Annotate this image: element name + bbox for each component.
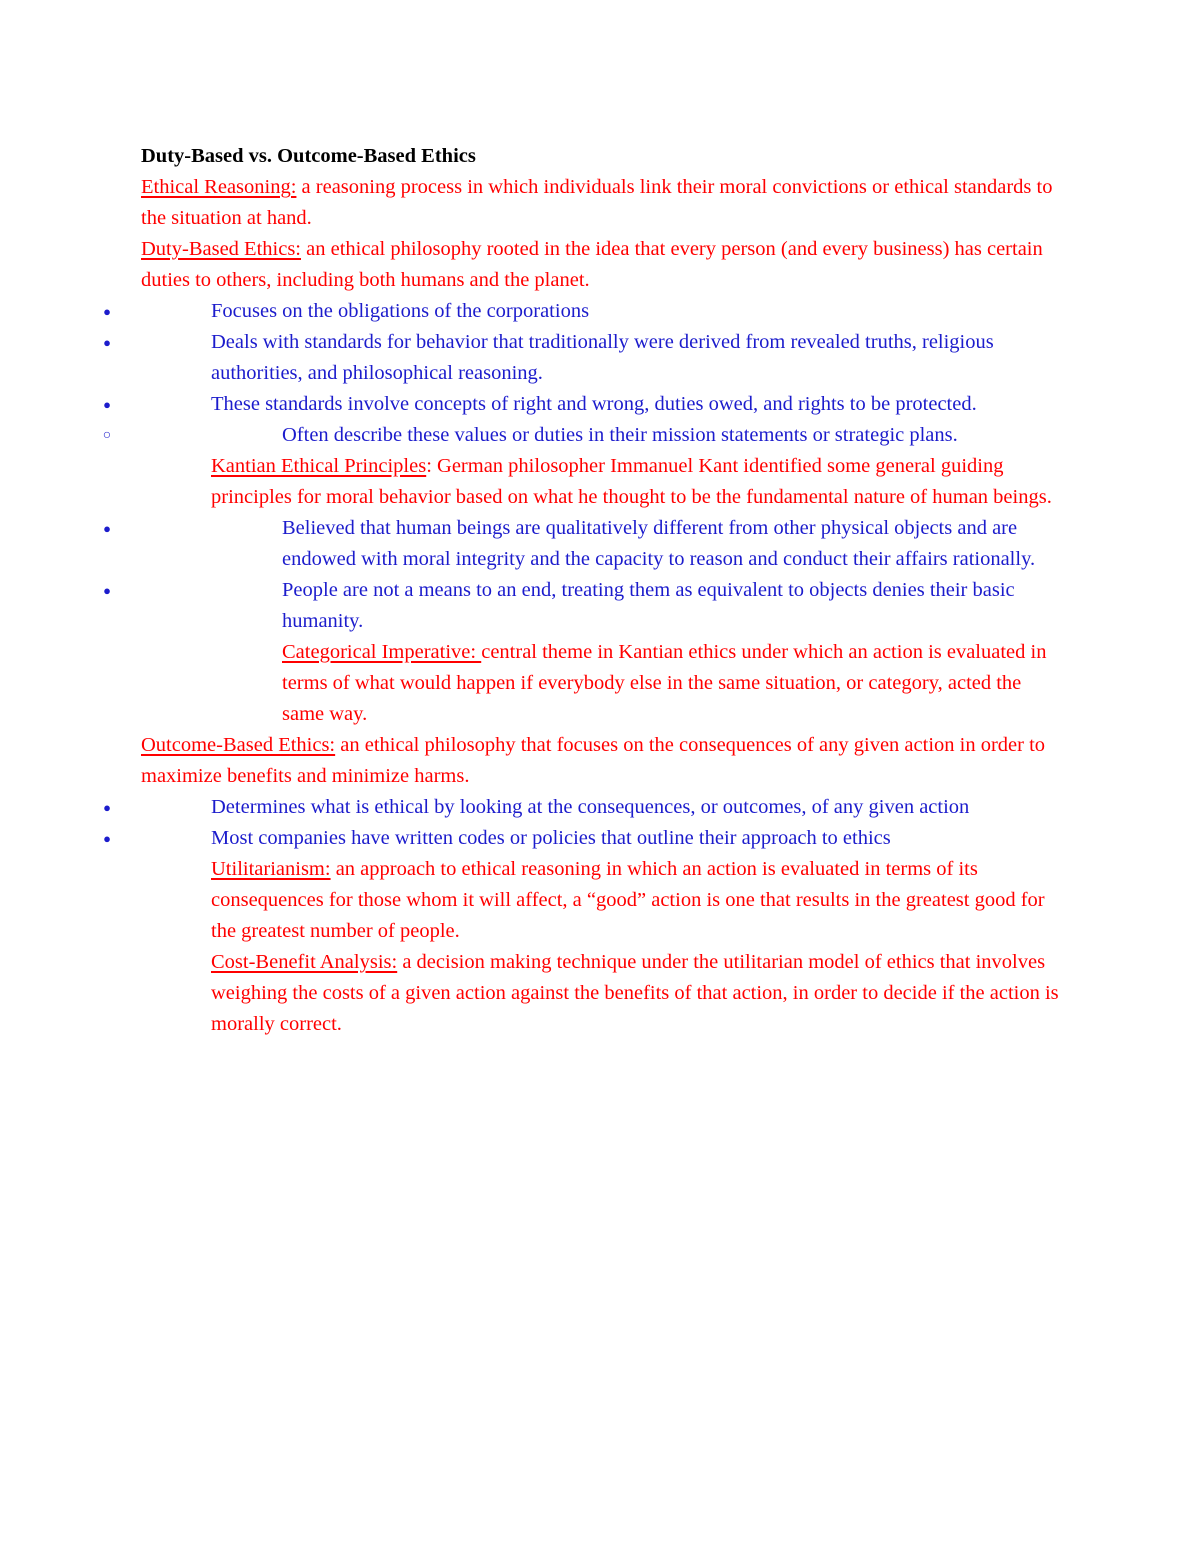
ethical-reasoning-definition [141,172,1066,234]
categorical-imperative-definition [141,637,1066,730]
categorical-text: central theme in Kantian ethics under which an action is evaluated in terms of what would happen if everybody else in the same situation, or category, acted the same way. [282,641,1047,725]
duty-based-definition [141,234,1066,296]
bullet-disc-icon: ● [103,335,111,350]
bullet-disc-icon: ● [103,304,111,319]
duty-sub-bullet: Often describe these values or duties in their mission statements or strategic plans. [282,424,958,446]
outcome-based-text: an ethical philosophy that focuses on the consequences of any given action in order to maximize benefits and minimize harms. [141,734,1046,787]
bullet-circle-icon: ○ [102,428,112,443]
ethical-reasoning-text: a reasoning process in which individuals link their moral convictions or ethical standards to the situation at hand. [141,176,1053,229]
outcome-based-definition [141,730,1066,792]
cost-benefit-definition [141,947,1066,1040]
kantian-text: : German philosopher Immanuel Kant identified some general guiding principles for moral behavior based on what he thought to be the fundamental nature of human beings. [211,455,1052,508]
ethical-reasoning-term: Ethical Reasoning: [141,176,297,198]
duty-based-term: Duty-Based Ethics: [141,238,301,260]
duty-based-text: an ethical philosophy rooted in the idea that every person (and every business) has certain duties to others, including both humans and the planet. [141,238,1043,291]
kantian-definition [141,451,1066,513]
list-item [103,327,1066,389]
bullet-disc-icon: ● [103,831,111,846]
utilitarianism-term: Utilitarianism: [211,858,331,880]
kantian-bullet-1: Believed that human beings are qualitatively different from other physical objects and are endowed with moral integrity and the capacity to reason and conduct their affairs rationally. [282,517,1036,570]
document-title: Duty-Based vs. Outcome-Based Ethics [141,145,476,167]
duty-bullet-2: Deals with standards for behavior that traditionally were derived from revealed truths, religious authorities, and philosophical reasoning. [211,331,994,384]
categorical-term: Categorical Imperative: [282,641,482,663]
utilitarianism-definition [141,854,1066,947]
utilitarianism-text: an approach to ethical reasoning in which an action is evaluated in terms of its consequences for those whom it will affect, a “good” action is one that results in the greatest good for the greatest number of people. [211,858,1045,942]
outcome-bullet-1: Determines what is ethical by looking at the consequences, or outcomes, of any given action [211,796,970,818]
bullet-disc-icon: ● [103,397,111,412]
cost-benefit-term: Cost-Benefit Analysis: [211,951,398,973]
document-page [102,141,1066,1040]
kantian-term: Kantian Ethical Principles [211,455,427,477]
list-item [103,389,1066,420]
list-item [103,575,1066,637]
list-item [103,792,1066,823]
bullet-disc-icon: ● [103,521,111,536]
list-item [103,823,1066,854]
duty-bullet-3: These standards involve concepts of right and wrong, duties owed, and rights to be protected. [211,393,977,415]
bullet-disc-icon: ● [103,800,111,815]
list-item [103,296,1066,327]
outcome-bullet-2: Most companies have written codes or policies that outline their approach to ethics [211,827,891,849]
duty-bullet-1: Focuses on the obligations of the corporations [211,300,590,322]
outcome-based-term: Outcome-Based Ethics: [141,734,336,756]
bullet-disc-icon: ● [103,583,111,598]
list-item [103,513,1066,575]
cost-benefit-text: a decision making technique under the utilitarian model of ethics that involves weighing the costs of a given action against the benefits of that action, in order to decide if the action is morally correct. [211,951,1059,1035]
kantian-bullet-2: People are not a means to an end, treating them as equivalent to objects denies their basic humanity. [282,579,1015,632]
list-item [102,420,1066,451]
